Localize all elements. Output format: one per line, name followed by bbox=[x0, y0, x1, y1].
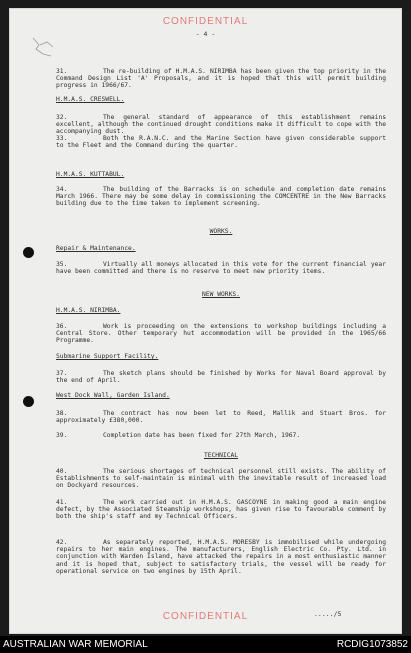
heading-creswell: H.M.A.S. CRESWELL. bbox=[56, 96, 125, 103]
confidential-stamp-bottom: CONFIDENTIAL bbox=[162, 611, 249, 622]
document-page bbox=[9, 8, 402, 634]
paragraph-38: 38. The contract has now been let to Reed, Mallik and Stuart Bros. for approximately £380,000. bbox=[56, 410, 386, 425]
archive-footer-bar bbox=[0, 636, 411, 653]
punch-hole-upper bbox=[23, 247, 34, 258]
paragraph-42: 42. As separately reported, H.M.A.S. MORESBY is immobilised while undergoing repairs to her main engines. The manufacturers, English Electric Co. Pty. Ltd. in conjunction with Warden Island, have attacked the repairs in a most enthusiastic manner and it is hoped that, subject to satisfactory trials, the vessel will be ready for operational service on two engines by 15th April. bbox=[56, 539, 386, 575]
footer-institution: AUSTRALIAN WAR MEMORIAL bbox=[3, 639, 148, 650]
paragraph-41: 41. The work carried out in H.M.A.S. GASCOYNE in making good a main engine defect, by the Associated Steamship workshops, has given rise to favourable comment by both the ship's staff and my Technical Officers. bbox=[56, 499, 386, 521]
footer-record-id: RCDIG1073852 bbox=[336, 639, 408, 650]
paragraph-40: 40. The serious shortages of technical personnel still exists. The ability of Establishments to self-maintain is minimal with the inevitable result of increased load on Dockyard resources. bbox=[56, 468, 386, 490]
heading-submarine-support: Submarine Support Facility. bbox=[56, 353, 159, 360]
heading-nirimba: H.M.A.S. NIRIMBA. bbox=[56, 307, 121, 314]
paragraph-31: 31. The re-building of H.M.A.S. NIRIMBA has been given the top priority in the Command Design List 'A' Proposals, and it is hoped that this will permit building progress in 1966/67. bbox=[56, 68, 386, 90]
heading-kuttabul: H.M.A.S. KUTTABUL. bbox=[56, 171, 125, 178]
paragraph-36: 36. Work is proceeding on the extensions to workshop buildings including a Central Store. Other temporary hut accommodation will be provided in the 1965/66 Programme. bbox=[56, 323, 386, 345]
continuation-marker: ...../5 bbox=[314, 610, 342, 618]
heading-technical: TECHNICAL bbox=[203, 452, 239, 459]
paragraph-39: 39. Completion date has been fixed for 27th March, 1967. bbox=[56, 432, 301, 439]
torn-corner-mark bbox=[31, 36, 55, 58]
heading-works: WORKS. bbox=[209, 228, 233, 235]
heading-new-works: NEW WORKS. bbox=[202, 291, 240, 298]
page-number: - 4 - bbox=[195, 30, 216, 38]
punch-hole-lower bbox=[23, 396, 34, 407]
paragraph-34: 34. The building of the Barracks is on schedule and completion date remains March 1966. There may be some delay in commissioning the COMCENTRE in the New Barracks building due to the time taken to implement screening. bbox=[56, 186, 386, 208]
heading-repair-maintenance: Repair & Maintenance. bbox=[56, 245, 136, 252]
heading-west-dock-wall: West Dock Wall, Garden Island. bbox=[56, 392, 170, 399]
confidential-stamp-top: CONFIDENTIAL bbox=[162, 16, 249, 27]
paragraph-32: 32. The general standard of appearance of this establishment remains excellent, although the continued drought conditions make it difficult to cope with the accompanying dust. bbox=[56, 114, 386, 136]
paragraph-35: 35. Virtually all moneys allocated in this vote for the current financial year have been committed and there is no reserve to meet new priority items. bbox=[56, 261, 386, 276]
paragraph-33: 33. Both the R.A.N.C. and the Marine Section have given considerable support to the Fleet and the Command during the quarter. bbox=[56, 135, 386, 150]
paragraph-37: 37. The sketch plans should be finished by Works for Naval Board approval by the end of April. bbox=[56, 370, 386, 385]
